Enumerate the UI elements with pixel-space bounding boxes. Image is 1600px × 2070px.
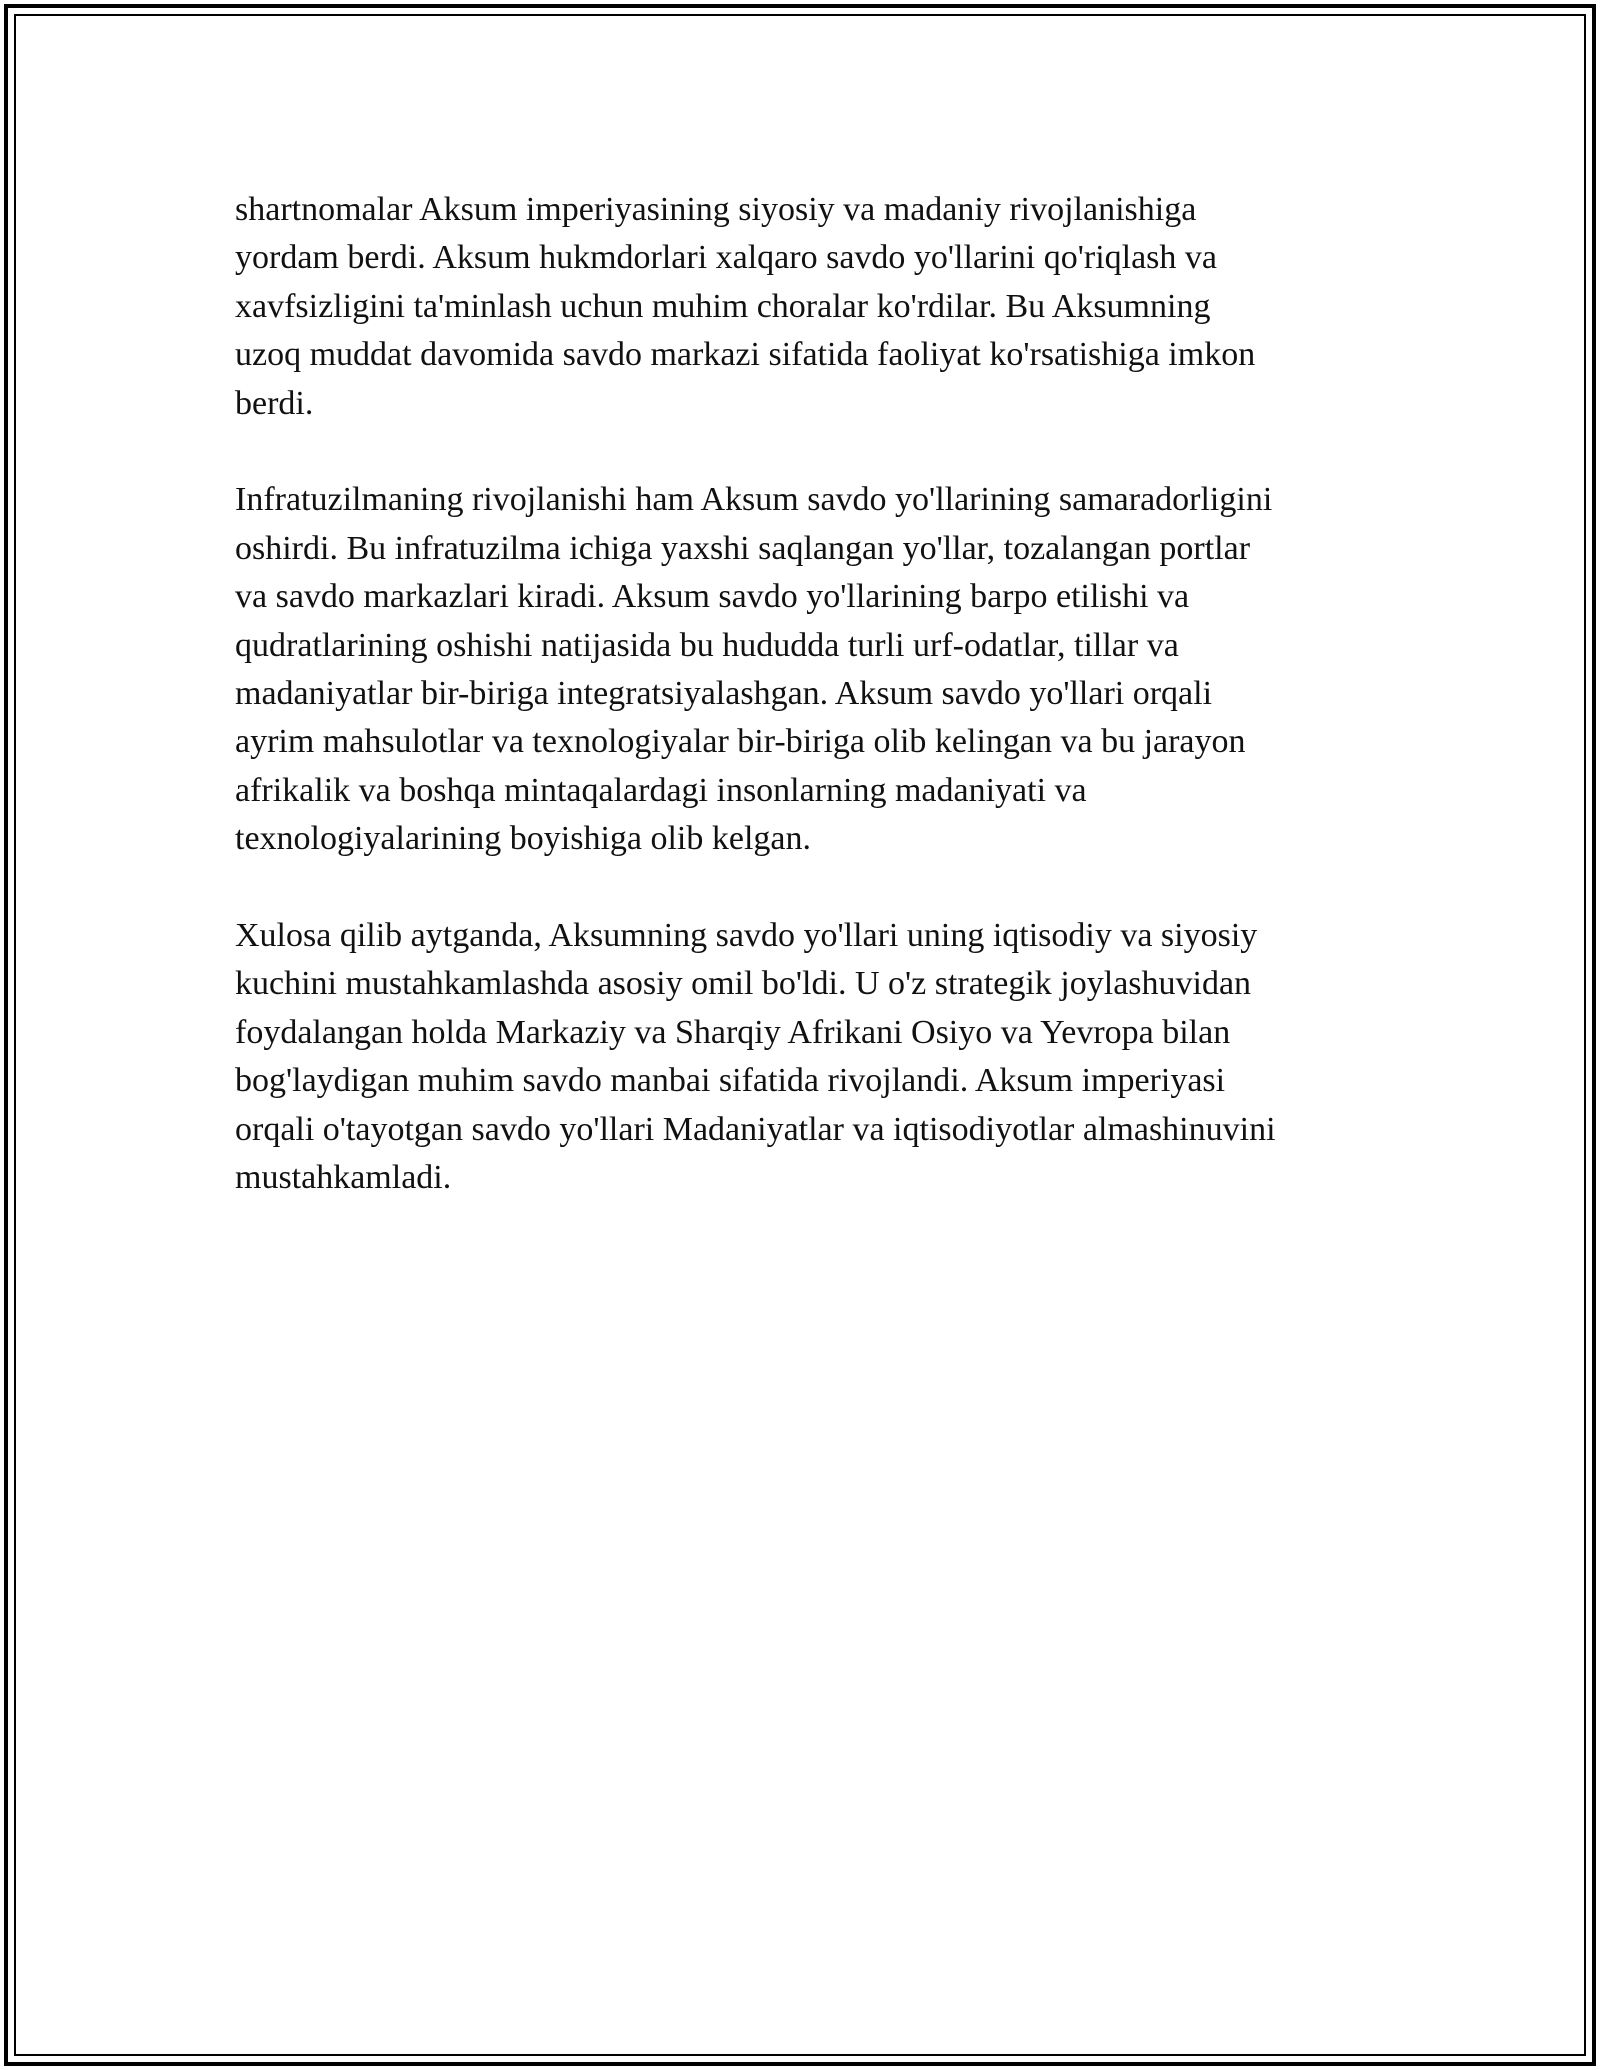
text-line: shartnomalar Aksum imperiyasining siyosiy va madaniy rivojlanishiga xyxy=(235,191,1197,228)
paragraph-2 xyxy=(235,476,1365,863)
text-line: texnologiyalarining boyishiga olib kelgan. xyxy=(235,820,812,858)
text-line: va savdo markazlari kiradi. Aksum savdo yo'llarining barpo etilishi va xyxy=(235,578,1190,616)
text-line: Xulosa qilib aytganda, Aksumning savdo yo'llari uning iqtisodiy va siyosiy xyxy=(235,917,1258,955)
text-line: berdi. xyxy=(235,384,314,422)
text-line: ayrim mahsulotlar va texnologiyalar bir-biriga olib kelingan va bu jarayon xyxy=(235,723,1246,761)
text-line: Infratuzilmaning rivojlanishi ham Aksum savdo yo'llarining samaradorligini xyxy=(235,481,1273,519)
text-line: kuchini mustahkamlashda asosiy omil bo'ldi. U o'z strategik joylashuvidan xyxy=(235,965,1252,1003)
text-line: mustahkamladi. xyxy=(235,1159,452,1197)
text-line: yordam berdi. Aksum hukmdorlari xalqaro savdo yo'llarini qo'riqlash va xyxy=(235,239,1217,277)
text-line: xavfsizligini ta'minlash uchun muhim choralar ko'rdilar. Bu Aksumning xyxy=(235,287,1211,325)
document-body xyxy=(235,186,1365,1251)
text-line: madaniyatlar bir-biriga integratsiyalashgan. Aksum savdo yo'llari orqali xyxy=(235,675,1213,713)
text-line: qudratlarining oshishi natijasida bu hududda turli urf-odatlar, tillar va xyxy=(235,626,1179,664)
text-line: foydalangan holda Markaziy va Sharqiy Afrikani Osiyo va Yevropa bilan xyxy=(235,1013,1231,1051)
text-line: orqali o'tayotgan savdo yo'llari Madaniyatlar va iqtisodiyotlar almashinuvini xyxy=(235,1110,1276,1148)
paragraph-1 xyxy=(235,186,1365,428)
text-line: bog'laydigan muhim savdo manbai sifatida rivojlandi. Aksum imperiyasi xyxy=(235,1062,1226,1100)
text-line: uzoq muddat davomida savdo markazi sifatida faoliyat ko'rsatishiga imkon xyxy=(235,336,1256,374)
text-line: afrikalik va boshqa mintaqalardagi insonlarning madaniyati va xyxy=(235,771,1087,809)
paragraph-3 xyxy=(235,912,1365,1202)
text-line: oshirdi. Bu infratuzilma ichiga yaxshi saqlangan yo'llar, tozalangan portlar xyxy=(235,529,1251,567)
